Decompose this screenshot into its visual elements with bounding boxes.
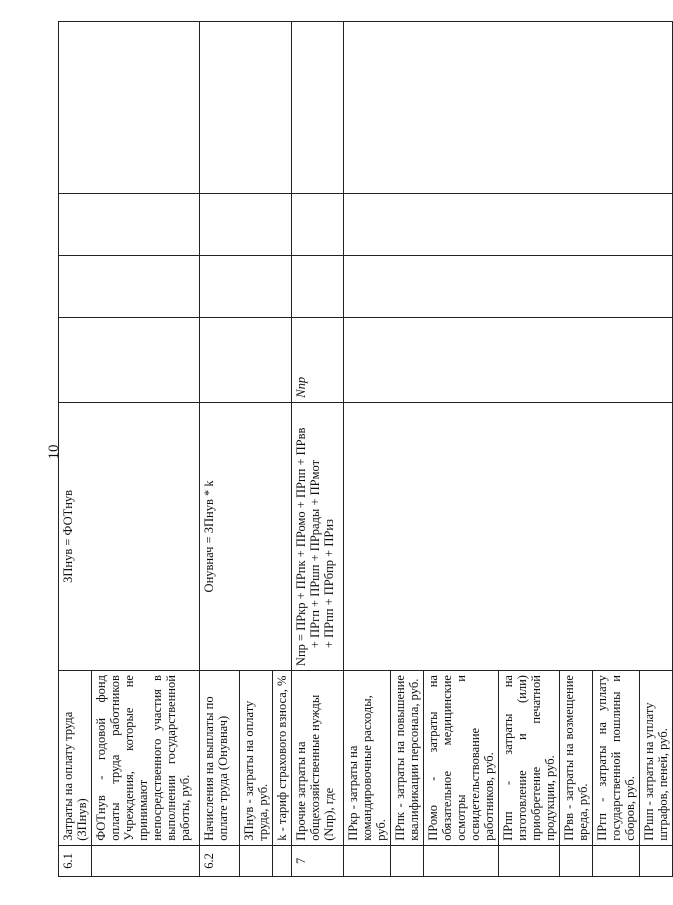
row-description: ПРшп - затраты на уплату штрафов, пеней, руб. — [640, 671, 673, 846]
empty-cell — [59, 256, 200, 318]
empty-cell — [344, 22, 673, 194]
empty-cell — [292, 256, 344, 318]
row-number — [92, 845, 200, 876]
row-description: ПРпк - затраты на повышение квалификации персонала, руб. — [391, 671, 424, 846]
formula-cell: ЗПнув = ФОТнув — [59, 402, 200, 670]
row-number — [560, 845, 593, 876]
row-number: 6.2 — [200, 845, 240, 876]
row-number — [240, 845, 273, 876]
empty-cell — [344, 256, 673, 318]
table-row — [200, 22, 240, 877]
row-description: Прочие затраты на общехозяйственные нужды (Nпр), где — [292, 671, 344, 846]
symbol-cell: Nпр — [292, 318, 344, 402]
empty-cell — [292, 22, 344, 194]
row-description: k - тариф страхового взноса, % — [273, 671, 292, 846]
row-number — [391, 845, 424, 876]
empty-cell — [59, 318, 200, 402]
row-description: ПРомо - затраты на обязательное медицинские осмотры и освидетельствование работников, руб. — [424, 671, 499, 846]
empty-cell — [59, 193, 200, 255]
empty-cell — [344, 193, 673, 255]
row-description: ФОТнув - годовой фонд оплаты труда работников Учреждения, которые не принимают непосредственного участия в выполнении государственной работы, руб. — [92, 671, 200, 846]
row-description: ПРвв - затраты на возмещение вреда, руб. — [560, 671, 593, 846]
page-number: 10 — [46, 444, 62, 460]
table-row — [59, 22, 92, 877]
empty-cell — [200, 256, 292, 318]
formula-line: + ПРгп + ПРшп + ПРрады + ПРмот — [308, 459, 322, 649]
formula-cell: Oнувнач = ЗПнув * k — [200, 402, 292, 670]
cost-table — [58, 21, 673, 877]
formula-line: Nпр = ПРкр + ПРпк + ПРомо + ПРпп + ПРвв — [294, 427, 308, 667]
row-number: 6.1 — [59, 845, 92, 876]
row-description: ПРкр - затраты на командировочные расходы, руб. — [344, 671, 391, 846]
row-description: Начисления на выплаты по оплате труда (Oнувнач) — [200, 671, 240, 846]
row-number — [273, 845, 292, 876]
empty-cell — [200, 193, 292, 255]
empty-cell — [292, 193, 344, 255]
row-number — [640, 845, 673, 876]
table-row — [292, 22, 344, 877]
formula-line: + ПРпп + ПРбпр + ПРиз — [322, 519, 336, 649]
row-description: ПРгп - затраты на уплату государственной пошлины и сборов, руб. — [593, 671, 640, 846]
row-number — [593, 845, 640, 876]
rotated-page-content — [58, 21, 670, 877]
empty-cell — [200, 22, 292, 194]
empty-cell — [200, 318, 292, 402]
formula-cell — [292, 402, 344, 670]
empty-cell — [344, 318, 673, 402]
row-description: Затраты на оплату труда (ЗПнув) — [59, 671, 92, 846]
empty-cell — [344, 402, 673, 670]
row-description: ЗПнув - затраты на оплату труда, руб. — [240, 671, 273, 846]
row-number — [424, 845, 499, 876]
row-description: ПРпп - затраты на изготовление и (или) приобретение печатной продукции, руб. — [499, 671, 560, 846]
row-number: 7 — [292, 845, 344, 876]
empty-cell — [59, 22, 200, 194]
row-number — [499, 845, 560, 876]
table-row — [344, 22, 391, 877]
row-number — [344, 845, 391, 876]
